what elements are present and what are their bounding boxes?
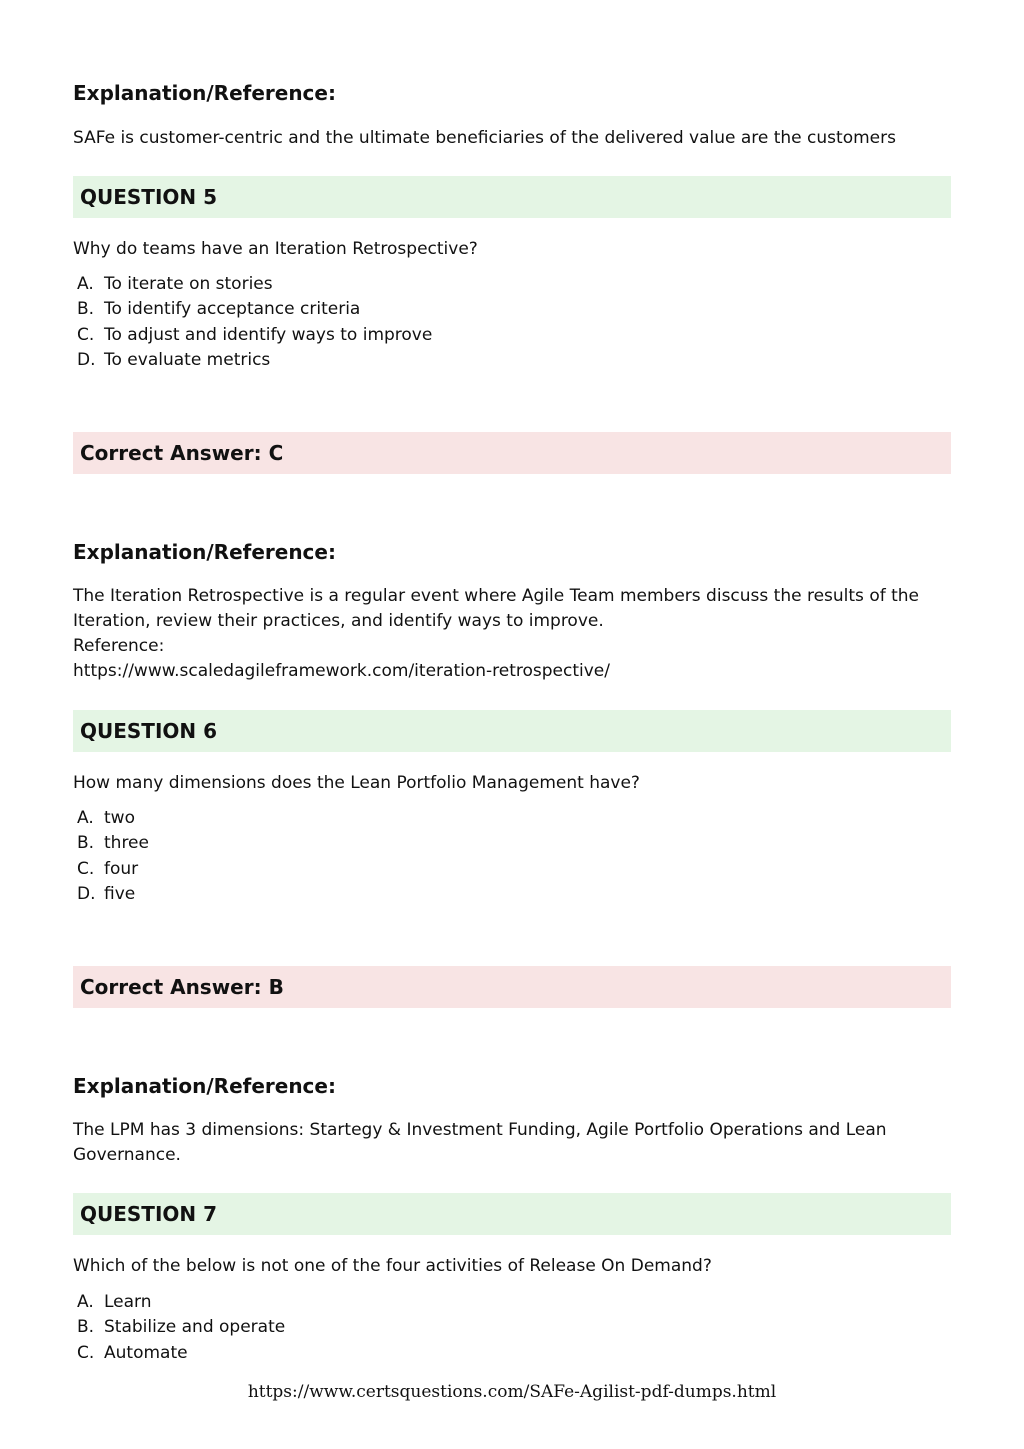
question-6-explanation: [73, 1118, 953, 1168]
question-7-text: Which of the below is not one of the four activities of Release On Demand?: [73, 1256, 712, 1276]
question-5-explanation-heading: Explanation/Reference:: [73, 540, 336, 564]
option-b: [77, 1315, 285, 1340]
option-letter: C.: [77, 858, 95, 879]
option-text: four: [104, 858, 139, 879]
explanation-line: The Iteration Retrospective is a regular event where Agile Team members discuss the results of the: [73, 586, 920, 606]
question-5-header: QUESTION 5: [73, 176, 951, 218]
question-5-text: Why do teams have an Iteration Retrospective?: [73, 239, 478, 259]
option-letter: D.: [77, 884, 96, 905]
option-letter: C.: [77, 1342, 95, 1363]
reference-link[interactable]: https://www.scaledagileframework.com/iteration-retrospective/: [73, 661, 610, 681]
question-6-text: How many dimensions does the Lean Portfolio Management have?: [73, 773, 640, 793]
option-letter: D.: [77, 350, 96, 371]
question-6-options: [77, 806, 149, 908]
option-letter: B.: [77, 833, 95, 854]
option-d: [77, 348, 432, 373]
explanation-line: Governance.: [73, 1145, 181, 1165]
option-text: To evaluate metrics: [104, 350, 271, 371]
explanation-text: SAFe is customer-centric and the ultimate beneficiaries of the delivered value are the customers: [73, 128, 896, 148]
option-text: three: [104, 833, 149, 854]
option-letter: B.: [77, 299, 95, 320]
question-5-explanation: [73, 584, 953, 684]
option-text: Automate: [104, 1342, 188, 1363]
option-text: Stabilize and operate: [104, 1317, 286, 1338]
option-letter: A.: [77, 274, 94, 294]
explanation-line: Iteration, review their practices, and identify ways to improve.: [73, 611, 604, 631]
option-letter: A.: [77, 808, 94, 828]
question-6-explanation-heading: Explanation/Reference:: [73, 1074, 336, 1098]
question-7-options: [77, 1290, 285, 1366]
option-b: [77, 831, 149, 856]
option-d: [77, 882, 149, 907]
question-5-options: [77, 272, 432, 374]
option-letter: A.: [77, 1292, 94, 1312]
explanation-line: The LPM has 3 dimensions: Startegy & Investment Funding, Agile Portfolio Operations and Lean: [73, 1120, 887, 1140]
option-a: [77, 1290, 285, 1315]
option-b: [77, 297, 432, 322]
option-c: [77, 1341, 285, 1366]
question-7-header: QUESTION 7: [73, 1193, 951, 1235]
option-c: [77, 857, 149, 882]
question-5-answer: Correct Answer: C: [73, 432, 951, 474]
option-a: [77, 272, 432, 297]
footer-url[interactable]: https://www.certsquestions.com/SAFe-Agilist-pdf-dumps.html: [247, 1382, 777, 1402]
option-text: two: [104, 808, 135, 828]
explanation-line: Reference:: [73, 636, 165, 656]
option-a: [77, 806, 149, 831]
option-text: To identify acceptance criteria: [104, 299, 361, 320]
option-text: To adjust and identify ways to improve: [104, 324, 433, 345]
option-letter: B.: [77, 1317, 95, 1338]
option-text: To iterate on stories: [104, 274, 273, 294]
option-letter: C.: [77, 324, 95, 345]
option-c: [77, 323, 432, 348]
question-6-answer: Correct Answer: B: [73, 966, 951, 1008]
option-text: Learn: [104, 1292, 152, 1312]
option-text: five: [104, 884, 136, 905]
explanation-heading: Explanation/Reference:: [73, 81, 336, 105]
question-6-header: QUESTION 6: [73, 710, 951, 752]
